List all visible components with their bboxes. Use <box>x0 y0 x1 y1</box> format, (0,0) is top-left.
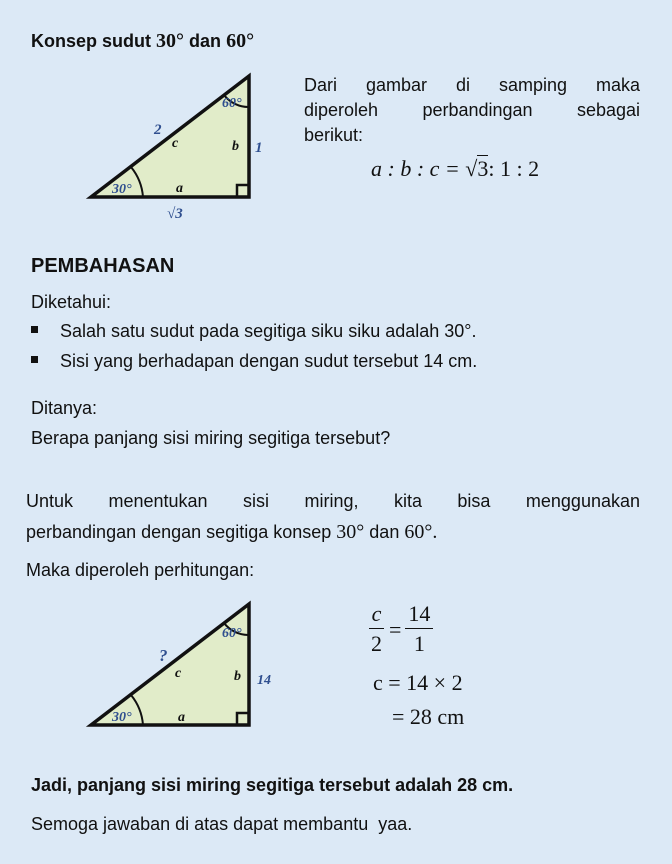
concept-triangle-figure <box>85 70 275 230</box>
vertical-side-label: b <box>234 669 241 684</box>
vertical-side-label: b <box>232 139 239 154</box>
hypotenuse-value: 2 <box>154 122 162 138</box>
ratio-formula: a : b : c = √3: 1 : 2 <box>371 156 540 181</box>
bullet-marker <box>31 356 38 363</box>
explain-line-2: perbandingan dengan segitiga konsep 30° dan 60°. <box>26 521 438 543</box>
triangle-shape <box>91 604 249 725</box>
angle-label-top: 60° <box>222 96 242 111</box>
intro-line-2: diperoleh perbandingan sebagai <box>304 100 640 120</box>
hypotenuse-value: ? <box>159 646 168 665</box>
given-item-2: Sisi yang berhadapan dengan sudut tersebut 14 cm. <box>60 351 478 371</box>
vertical-side-value: 14 <box>257 673 271 688</box>
intro-line-3: berikut: <box>304 125 364 145</box>
angle-label-bottom: 30° <box>112 710 132 725</box>
hypotenuse-label: c <box>172 136 179 151</box>
calc-line-3: = 28 cm <box>392 704 465 729</box>
calc-fraction-line: $\frac{c}{2}$ = $\frac{14}{1}$ <box>368 600 433 659</box>
conclusion-text: Jadi, panjang sisi miring segitiga tersebut adalah 28 cm. <box>31 775 514 795</box>
base-side-value: √3 <box>167 206 183 222</box>
problem-triangle-figure <box>85 598 285 738</box>
asked-question: Berapa panjang sisi miring segitiga tersebut? <box>31 428 391 448</box>
page-title: Konsep sudut 30° dan 60° <box>31 30 255 52</box>
base-side-label: a <box>178 710 185 725</box>
closing-text: Semoga jawaban di atas dapat membantu yaa. <box>31 814 413 834</box>
fraction-14-over-1: $\frac{14}{1}$ <box>405 600 433 659</box>
explain-line-3: Maka diperoleh perhitungan: <box>26 560 255 580</box>
section-heading: PEMBAHASAN <box>31 255 175 277</box>
angle-label-bottom: 30° <box>112 182 132 197</box>
base-side-label: a <box>176 181 183 196</box>
calc-line-2: c = 14 × 2 <box>373 670 463 695</box>
angle-label-top: 60° <box>222 626 242 641</box>
bullet-marker <box>31 326 38 333</box>
hypotenuse-label: c <box>175 666 182 681</box>
fraction-c-over-2: $\frac{c}{2}$ <box>368 600 385 659</box>
given-item-1: Salah satu sudut pada segitiga siku siku adalah 30°. <box>60 321 477 341</box>
sqrt-symbol: √3 <box>465 156 489 181</box>
triangle-shape <box>91 76 249 197</box>
intro-line-1: Dari gambar di samping maka <box>304 75 640 95</box>
explain-line-1: Untuk menentukan sisi miring, kita bisa menggunakan <box>26 491 640 511</box>
given-label: Diketahui: <box>31 292 112 312</box>
vertical-side-value: 1 <box>255 140 263 156</box>
asked-label: Ditanya: <box>31 398 98 418</box>
